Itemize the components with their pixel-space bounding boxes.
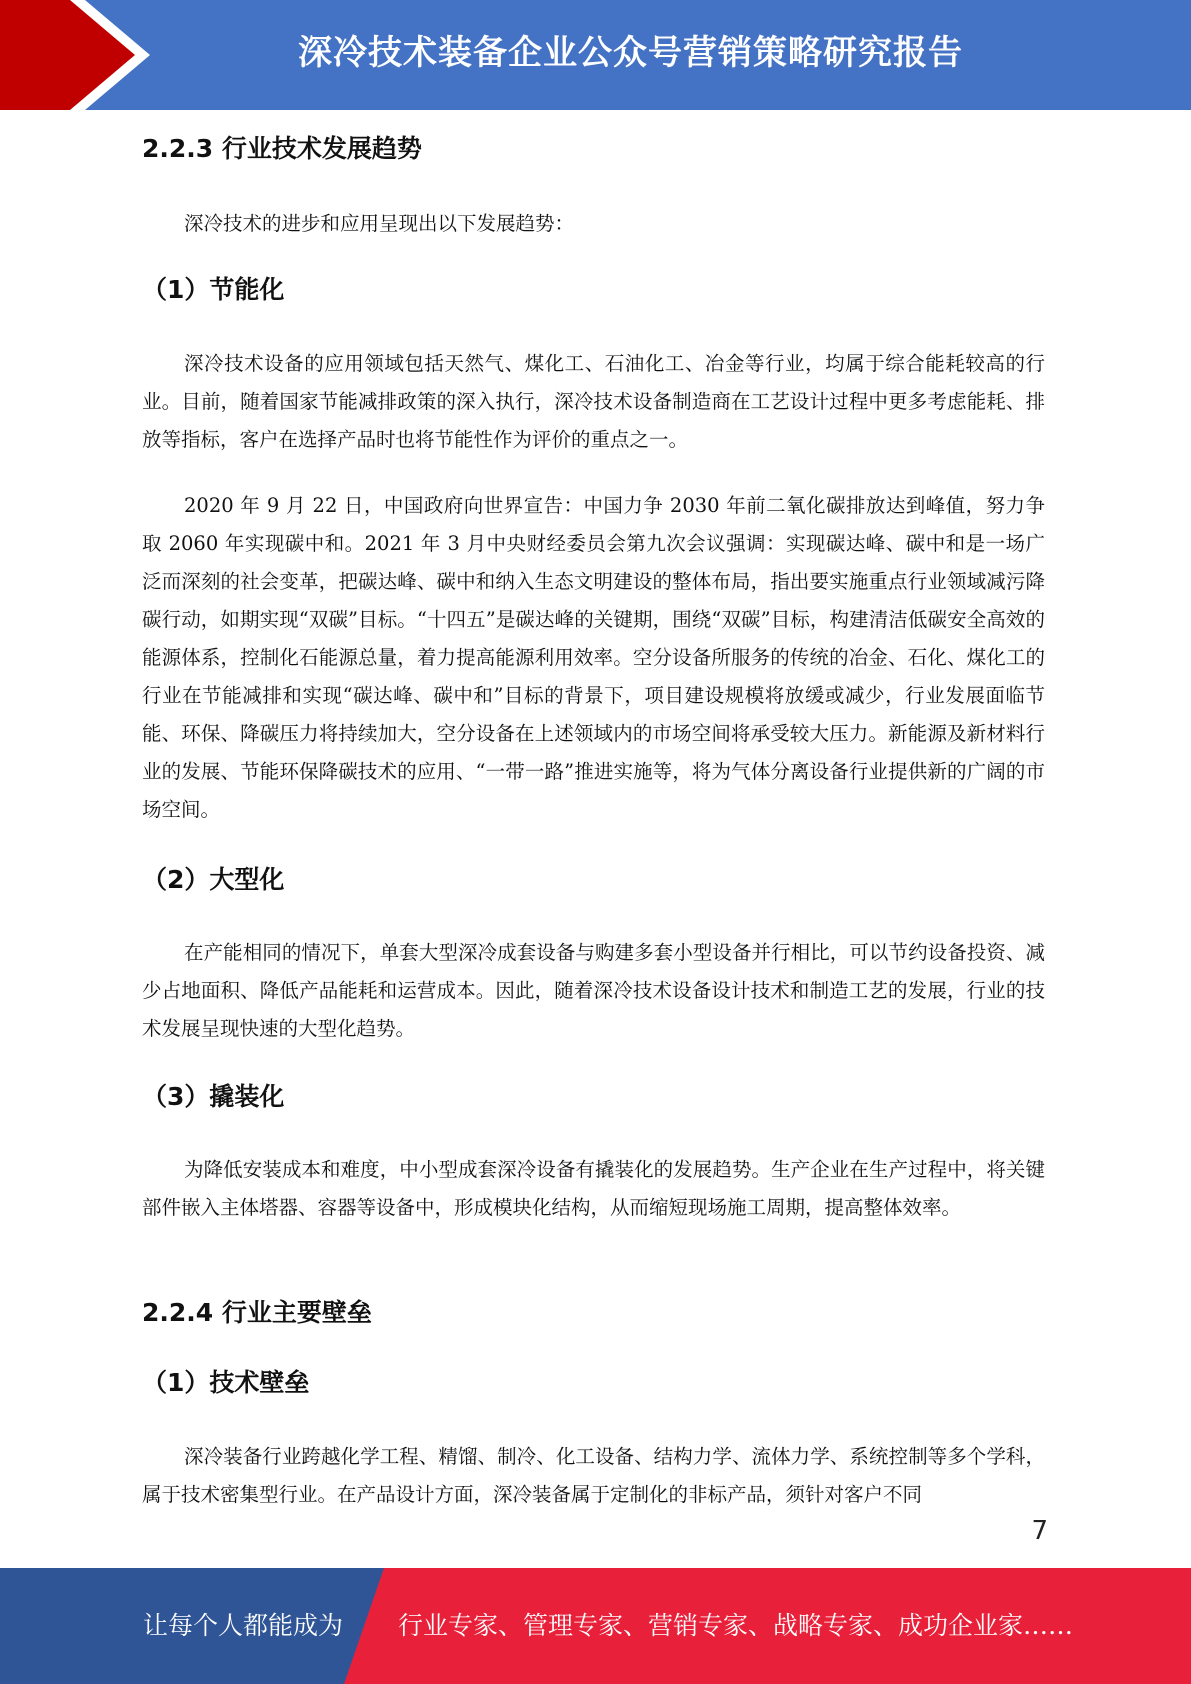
subheading-large-scale: （2）大型化 <box>142 865 285 894</box>
page-number: 7 <box>1031 1516 1048 1546</box>
section-intro-paragraph: 深冷技术的进步和应用呈现出以下发展趋势： <box>184 212 575 235</box>
paragraph-skid-mounted: 为降低安装成本和难度，中小型成套深冷设备有撬装化的发展趋势。生产企业在生产过程中，将关键部件嵌入主体塔器、容器等设备中，形成模块化结构，从而缩短现场施工周期，提高整体效率。 <box>142 1158 1045 1219</box>
paragraph-large-scale: 在产能相同的情况下，单套大型深冷成套设备与购建多套小型设备并行相比，可以节约设备投资、减少占地面积、降低产品能耗和运营成本。因此，随着深冷技术设备设计技术和制造工艺的发展，行业的技术发展呈现快速的大型化趋势。 <box>142 941 1045 1040</box>
subheading-skid-mounted: （3）撬装化 <box>142 1082 285 1111</box>
paragraph-technical-barrier: 深冷装备行业跨越化学工程、精馏、制冷、化工设备、结构力学、流体力学、系统控制等多个学科，属于技术密集型行业。在产品设计方面，深冷装备属于定制化的非标产品，须针对客户不同 <box>142 1445 1045 1506</box>
header-banner <box>0 0 1191 110</box>
subheading-energy-saving: （1）节能化 <box>142 275 285 304</box>
footer-banner <box>0 1568 1191 1684</box>
subheading-technical-barrier: （1）技术壁垒 <box>142 1368 310 1397</box>
document-title: 深冷技术装备企业公众号营销策略研究报告 <box>298 33 963 73</box>
section-heading-2-2-3: 2.2.3 行业技术发展趋势 <box>142 134 422 163</box>
footer-slogan-left: 让每个人都能成为 <box>143 1611 344 1640</box>
paragraph-energy-saving-1: 深冷技术设备的应用领域包括天然气、煤化工、石油化工、冶金等行业，均属于综合能耗较高的行业。目前，随着国家节能减排政策的深入执行，深冷技术设备制造商在工艺设计过程中更多考虑能耗、排放等指标，客户在选择产品时也将节能性作为评价的重点之一。 <box>142 352 1045 451</box>
section-heading-2-2-4: 2.2.4 行业主要壁垒 <box>142 1298 372 1327</box>
paragraph-energy-saving-2: 2020 年 9 月 22 日，中国政府向世界宣告：中国力争 2030 年前二氧化碳排放达到峰值，努力争取 2060 年实现碳中和。2021 年 3 月中央财经委员会第九次会议强调：实现碳达峰、碳中和是一场广泛而深刻的社会变革，把碳达峰、碳中和纳入生态文明建设的整体布局，指出要实施重点行业领域减污降碳行动，如期实现“双碳”目标。“十四五”是碳达峰的关键期，围绕“双碳”目标，构建清洁低碳安全高效的能源体系，控制化石能源总量，着力提高能源利用效率。空分设备所服务的传统的冶金、石化、煤化工的行业在节能减排和实现“碳达峰、碳中和”目标的背景下，项目建设规模将放缓或减少，行业发展面临节能、环保、降碳压力将持续加大，空分设备在上述领域内的市场空间将承受较大压力。新能源及新材料行业的发展、节能环保降碳技术的应用、“一带一路”推进实施等，将为气体分离设备行业提供新的广阔的市场空间。 <box>142 494 1045 821</box>
footer-slogan-right: 行业专家、管理专家、营销专家、战略专家、成功企业家…… <box>398 1611 1074 1640</box>
